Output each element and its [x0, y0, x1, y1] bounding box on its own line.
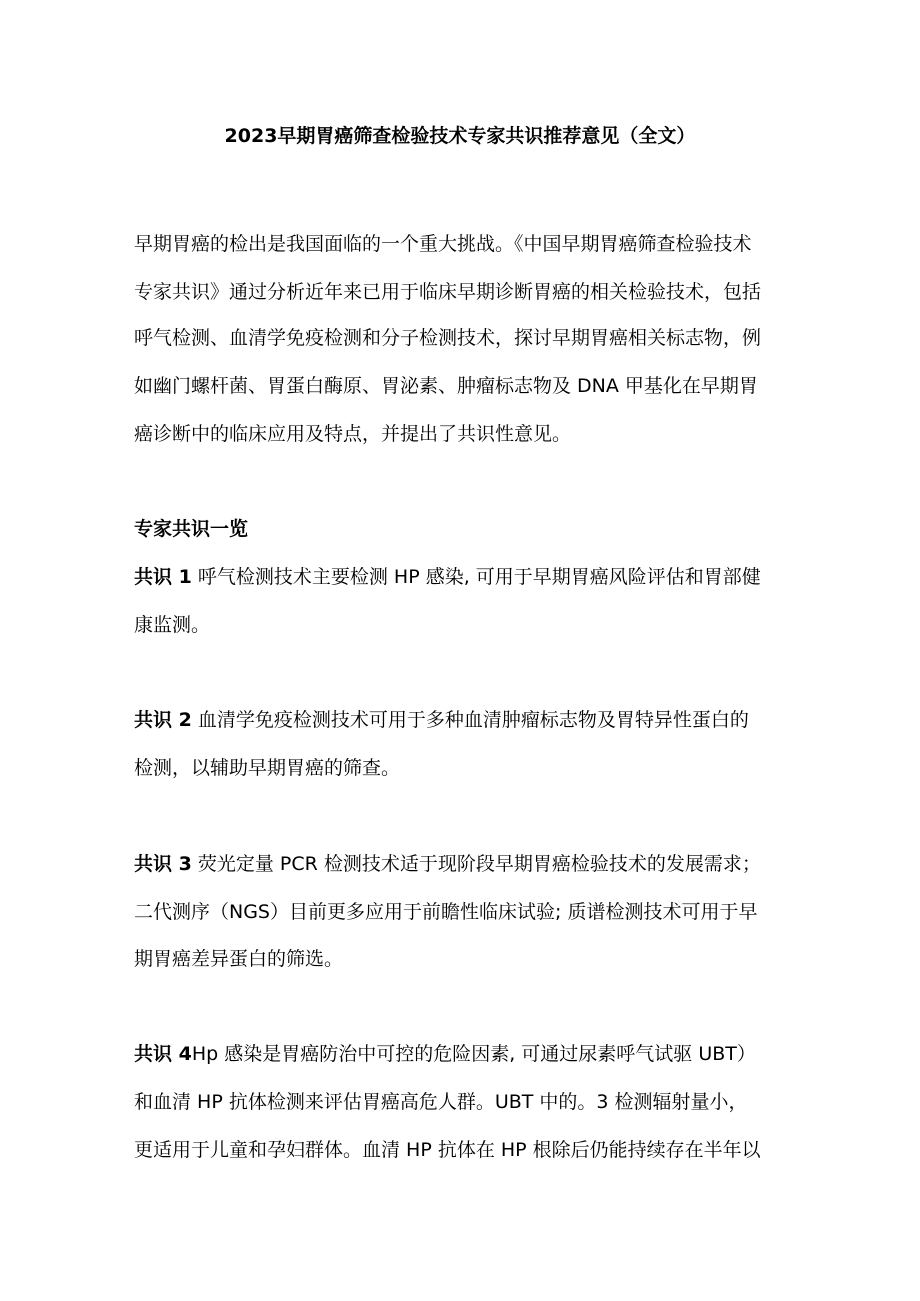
- consensus-text: 更适用于儿童和孕妇群体。血清 HP 抗体在 HP 根除后仍能持续存在半年以: [134, 1139, 761, 1161]
- consensus-text: 呼气检测技术主要检测 HP 感染, 可用于早期胃癌风险评估和胃部健: [197, 566, 761, 588]
- consensus-text: 检测，以辅助早期胃癌的筛查。: [134, 757, 401, 779]
- consensus-item: [134, 563, 794, 591]
- consensus-label: 共识 4: [134, 1043, 192, 1065]
- consensus-item: [134, 706, 794, 734]
- consensus-text: 二代测序（NGS）目前更多应用于前瞻性临床试验; 质谱检测技术可用于早: [134, 901, 758, 923]
- document-title: 2023早期胃癌筛查检验技术专家共识推荐意见（全文）: [224, 125, 696, 147]
- consensus-item: [134, 1040, 794, 1068]
- consensus-text: 血清学免疫检测技术可用于多种血清肿瘤标志物及胃特异性蛋白的: [197, 709, 749, 731]
- intro-line: 呼气检测、血清学免疫检测和分子检测技术，探讨早期胃癌相关标志物，例: [134, 327, 762, 349]
- consensus-text: 期胃癌差异蛋白的筛选。: [134, 948, 344, 970]
- intro-line: 癌诊断中的临床应用及特点，并提出了共识性意见。: [134, 423, 572, 445]
- consensus-text: 荧光定量 PCR 检测技术适于现阶段早期胃癌检验技术的发展需求；: [197, 853, 761, 875]
- consensus-text: Hp 感染是胃癌防治中可控的危险因素, 可通过尿素呼气试驱 UBT）: [191, 1043, 756, 1065]
- intro-line: 早期胃癌的检出是我国面临的一个重大挑战。《中国早期胃癌筛查检验技术: [134, 233, 752, 255]
- consensus-text: 康监测。: [134, 614, 211, 636]
- consensus-label: 共识 1: [134, 566, 192, 588]
- overview-heading: 专家共识一览: [134, 518, 249, 540]
- consensus-text: 和血清 HP 抗体检测来评估胃癌高危人群。UBT 中的。3 检测辐射量小，: [134, 1091, 748, 1113]
- intro-line: 专家共识》通过分析近年来已用于临床早期诊断胃癌的相关检验技术，包括: [134, 281, 762, 303]
- intro-line: 如幽门螺杆菌、胃蛋白酶原、胃泌素、肿瘤标志物及 DNA 甲基化在早期胃: [134, 375, 758, 397]
- consensus-label: 共识 3: [134, 853, 192, 875]
- consensus-label: 共识 2: [134, 709, 192, 731]
- consensus-item: [134, 850, 794, 878]
